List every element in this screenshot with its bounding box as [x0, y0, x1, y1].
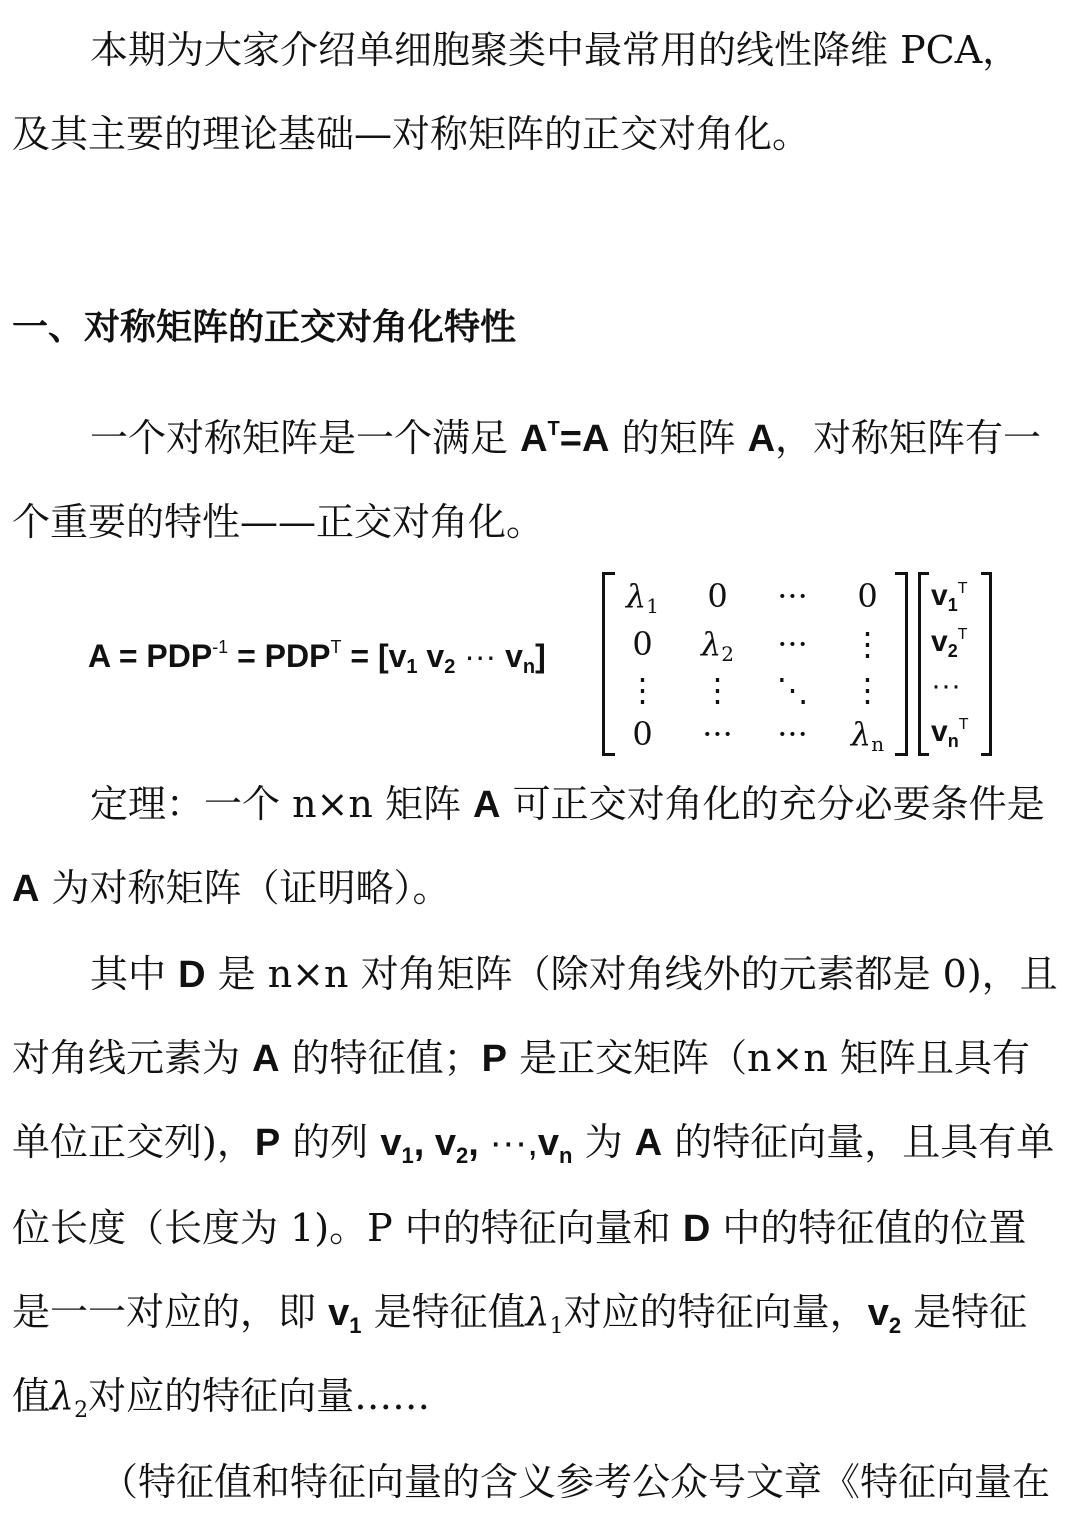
p2-lam1-sub: 1 — [549, 1314, 564, 1339]
theorem-a: 定理：一个 n×n 矩阵 — [90, 782, 474, 826]
vec-tn: T — [958, 716, 969, 733]
para2-line-2 — [12, 1036, 1068, 1081]
vec-s2: 2 — [947, 641, 958, 661]
lhs-sub1: 1 — [406, 656, 418, 678]
p2-v1-b — [328, 1292, 362, 1338]
definition-line-1 — [90, 416, 1068, 461]
para2-line-6 — [12, 1374, 1068, 1423]
vec-s1: 1 — [947, 595, 958, 615]
p2-v-list — [380, 1122, 573, 1168]
matrix-cell-4-3: ··· — [777, 715, 808, 753]
formula-lhs — [88, 637, 546, 678]
lhs-dots: ··· — [455, 638, 506, 674]
formula-A — [520, 418, 609, 460]
p2-l5-s2: 2 — [888, 1313, 902, 1338]
theorem-c: 为对称矩阵（证明略）。 — [39, 866, 451, 910]
matrix-cell-4-4 — [830, 714, 905, 754]
eigenvector-transpose-column — [918, 572, 992, 756]
lhs-a: A = PDP — [88, 638, 213, 674]
p2-l2a: 对角线元素为 — [12, 1036, 253, 1080]
definition-A: A — [747, 418, 776, 460]
p2-s1: 1 — [401, 1143, 414, 1168]
p2-dots: ···, — [478, 1122, 538, 1164]
theorem-line-2 — [12, 866, 1068, 911]
vec-v1: v — [931, 579, 948, 612]
lambda-n: λ — [850, 715, 872, 753]
lhs-c: = [v — [341, 638, 407, 674]
vec-row-4 — [931, 714, 991, 750]
matrix-cell-4-1: 0 — [632, 715, 653, 753]
intro-text-1: 本期为大家介绍单细胞聚类中最常用的线性降维 PCA， — [90, 28, 1021, 72]
p2-l2c: 是正交矩阵（n×n 矩阵且具有 — [507, 1036, 1030, 1080]
para2-line-3 — [12, 1120, 1068, 1168]
p2-l3a: 单位正交列)， — [12, 1120, 255, 1164]
lhs-close: ] — [535, 638, 546, 674]
definition-text-a: 一个对称矩阵是一个满足 — [90, 416, 521, 460]
p2-vn: v — [537, 1122, 560, 1164]
p2-l5d: 是特征 — [901, 1290, 1028, 1334]
theorem-A: A — [473, 784, 501, 826]
matrix-cell-3-3: ⋱ — [776, 671, 809, 709]
p2-s2: 2 — [456, 1143, 469, 1168]
lambda-n-sub: n — [871, 732, 885, 756]
lhs-vn: v — [505, 638, 523, 674]
matrix-cell-2-2 — [680, 624, 755, 664]
para2-line-4 — [12, 1206, 1068, 1251]
intro-text-2: 及其主要的理论基础—对称矩阵的正交对角化。 — [12, 112, 811, 156]
p2-l1a: 其中 — [90, 952, 179, 996]
lambda-2: λ — [700, 625, 722, 663]
intro-line-1 — [90, 28, 1068, 72]
formula-A-letter: A — [520, 418, 548, 460]
p2-A3: A — [634, 1122, 663, 1164]
p2-l5a: 是一一对应的，即 — [12, 1290, 329, 1334]
intro-line-2 — [12, 112, 1068, 156]
vec-row-2 — [931, 624, 991, 660]
definition-line-2: 个重要的特性——正交对角化。 — [12, 500, 545, 544]
theorem-b: 可正交对角化的充分必要条件是 — [500, 782, 1045, 826]
lhs-sub2: 2 — [444, 656, 456, 678]
matrix-cell-2-3: ··· — [777, 625, 808, 663]
lhs-b: = PDP — [228, 638, 331, 674]
p2-l5-s1: 1 — [349, 1313, 362, 1338]
p2-l4b: 中的特征值的位置 — [710, 1206, 1027, 1250]
diagonal-matrix — [602, 572, 908, 756]
vec-row-1 — [931, 578, 991, 614]
p2-l5c: 对应的特征向量， — [563, 1290, 868, 1334]
formula-eqA: =A — [559, 418, 610, 460]
matrix-cell-3-2: ⋮ — [701, 671, 734, 709]
diagonalization-formula — [0, 560, 1080, 760]
para2-line-5 — [12, 1290, 1068, 1339]
p2-lam1: λ — [525, 1290, 550, 1334]
p2-l2b: 的特征值； — [279, 1036, 482, 1080]
p2-A: A — [252, 1038, 280, 1080]
p2-comma2: , — [468, 1122, 479, 1164]
p2-l5-v1: v — [328, 1292, 350, 1334]
vec-cap-tr — [981, 572, 989, 575]
vec-t1: T — [957, 580, 968, 597]
theorem-A2: A — [12, 868, 40, 910]
formula-T-sup: T — [547, 418, 560, 440]
matrix-cell-2-1: 0 — [632, 625, 653, 663]
p2-v1: v — [380, 1122, 402, 1164]
vec-row-3: ··· — [931, 669, 961, 702]
p2-l5-v2: v — [867, 1292, 889, 1334]
matrix-cell-3-4: ⋮ — [851, 671, 884, 709]
p2-P2: P — [254, 1122, 281, 1164]
p2-l3c: 为 — [572, 1120, 635, 1164]
p2-lam2-sub: 2 — [74, 1398, 89, 1423]
vec-t2: T — [957, 626, 968, 643]
p2-l5b: 是特征值 — [361, 1290, 526, 1334]
lambda-1-sub: 1 — [646, 594, 659, 618]
p2-comma1: , — [413, 1122, 425, 1164]
p2-D2: D — [682, 1208, 711, 1250]
matrix-cell-1-2: 0 — [707, 577, 728, 615]
definition-text-c: ，对称矩阵有一 — [775, 416, 1042, 460]
bracket-cap-tl — [605, 572, 615, 575]
lambda-2-sub: 2 — [721, 642, 734, 666]
p2-sn: n — [559, 1143, 573, 1168]
lhs-v2: v — [417, 638, 445, 674]
vec-cap-bl — [921, 753, 929, 756]
bracket-cap-tr — [895, 572, 905, 575]
matrix-cell-2-4: ⋮ — [851, 625, 884, 663]
p2-l3b: 的列 — [280, 1120, 381, 1164]
p2-l1b: 是 n×n 对角矩阵（除对角线外的元素都是 0)，且 — [205, 952, 1058, 996]
p2-P: P — [481, 1038, 507, 1080]
p2-v2: v — [434, 1122, 457, 1164]
matrix-cell-4-2: ··· — [702, 715, 733, 753]
vec-cap-tl — [921, 572, 929, 575]
matrix-cell-1-4: 0 — [857, 577, 878, 615]
section-heading: 一、对称矩阵的正交对角化特性 — [12, 307, 517, 348]
definition-text-b: 的矩阵 — [609, 416, 748, 460]
lambda-1: λ — [625, 577, 647, 615]
theorem-line-1 — [90, 782, 1068, 827]
p2-D: D — [178, 954, 206, 996]
lhs-subn: n — [522, 656, 536, 678]
p2-v2-b — [867, 1292, 902, 1338]
p2-lam2: λ — [50, 1374, 75, 1418]
matrix-cell-3-1: ⋮ — [626, 671, 659, 709]
lhs-sup2: T — [330, 637, 342, 657]
vec-vn: v — [931, 715, 948, 748]
p2-l6b: 对应的特征向量…… — [88, 1374, 431, 1418]
p2-l6a: 值 — [12, 1374, 51, 1418]
matrix-cell-1-1 — [605, 576, 680, 616]
vec-sn: n — [947, 731, 959, 751]
matrix-cell-1-3: ··· — [777, 577, 808, 615]
p2-l4a: 位长度（长度为 1)。P 中的特征向量和 — [12, 1206, 683, 1250]
p2-l3d: 的特征向量，且具有单 — [662, 1120, 1055, 1164]
note-line: （特征值和特征向量的含义参考公众号文章《特征向量在 — [100, 1460, 1051, 1504]
lhs-sup1: -1 — [212, 637, 229, 657]
vec-v2: v — [931, 625, 948, 658]
para2-line-1 — [90, 952, 1068, 997]
vec-cap-br — [981, 753, 989, 756]
